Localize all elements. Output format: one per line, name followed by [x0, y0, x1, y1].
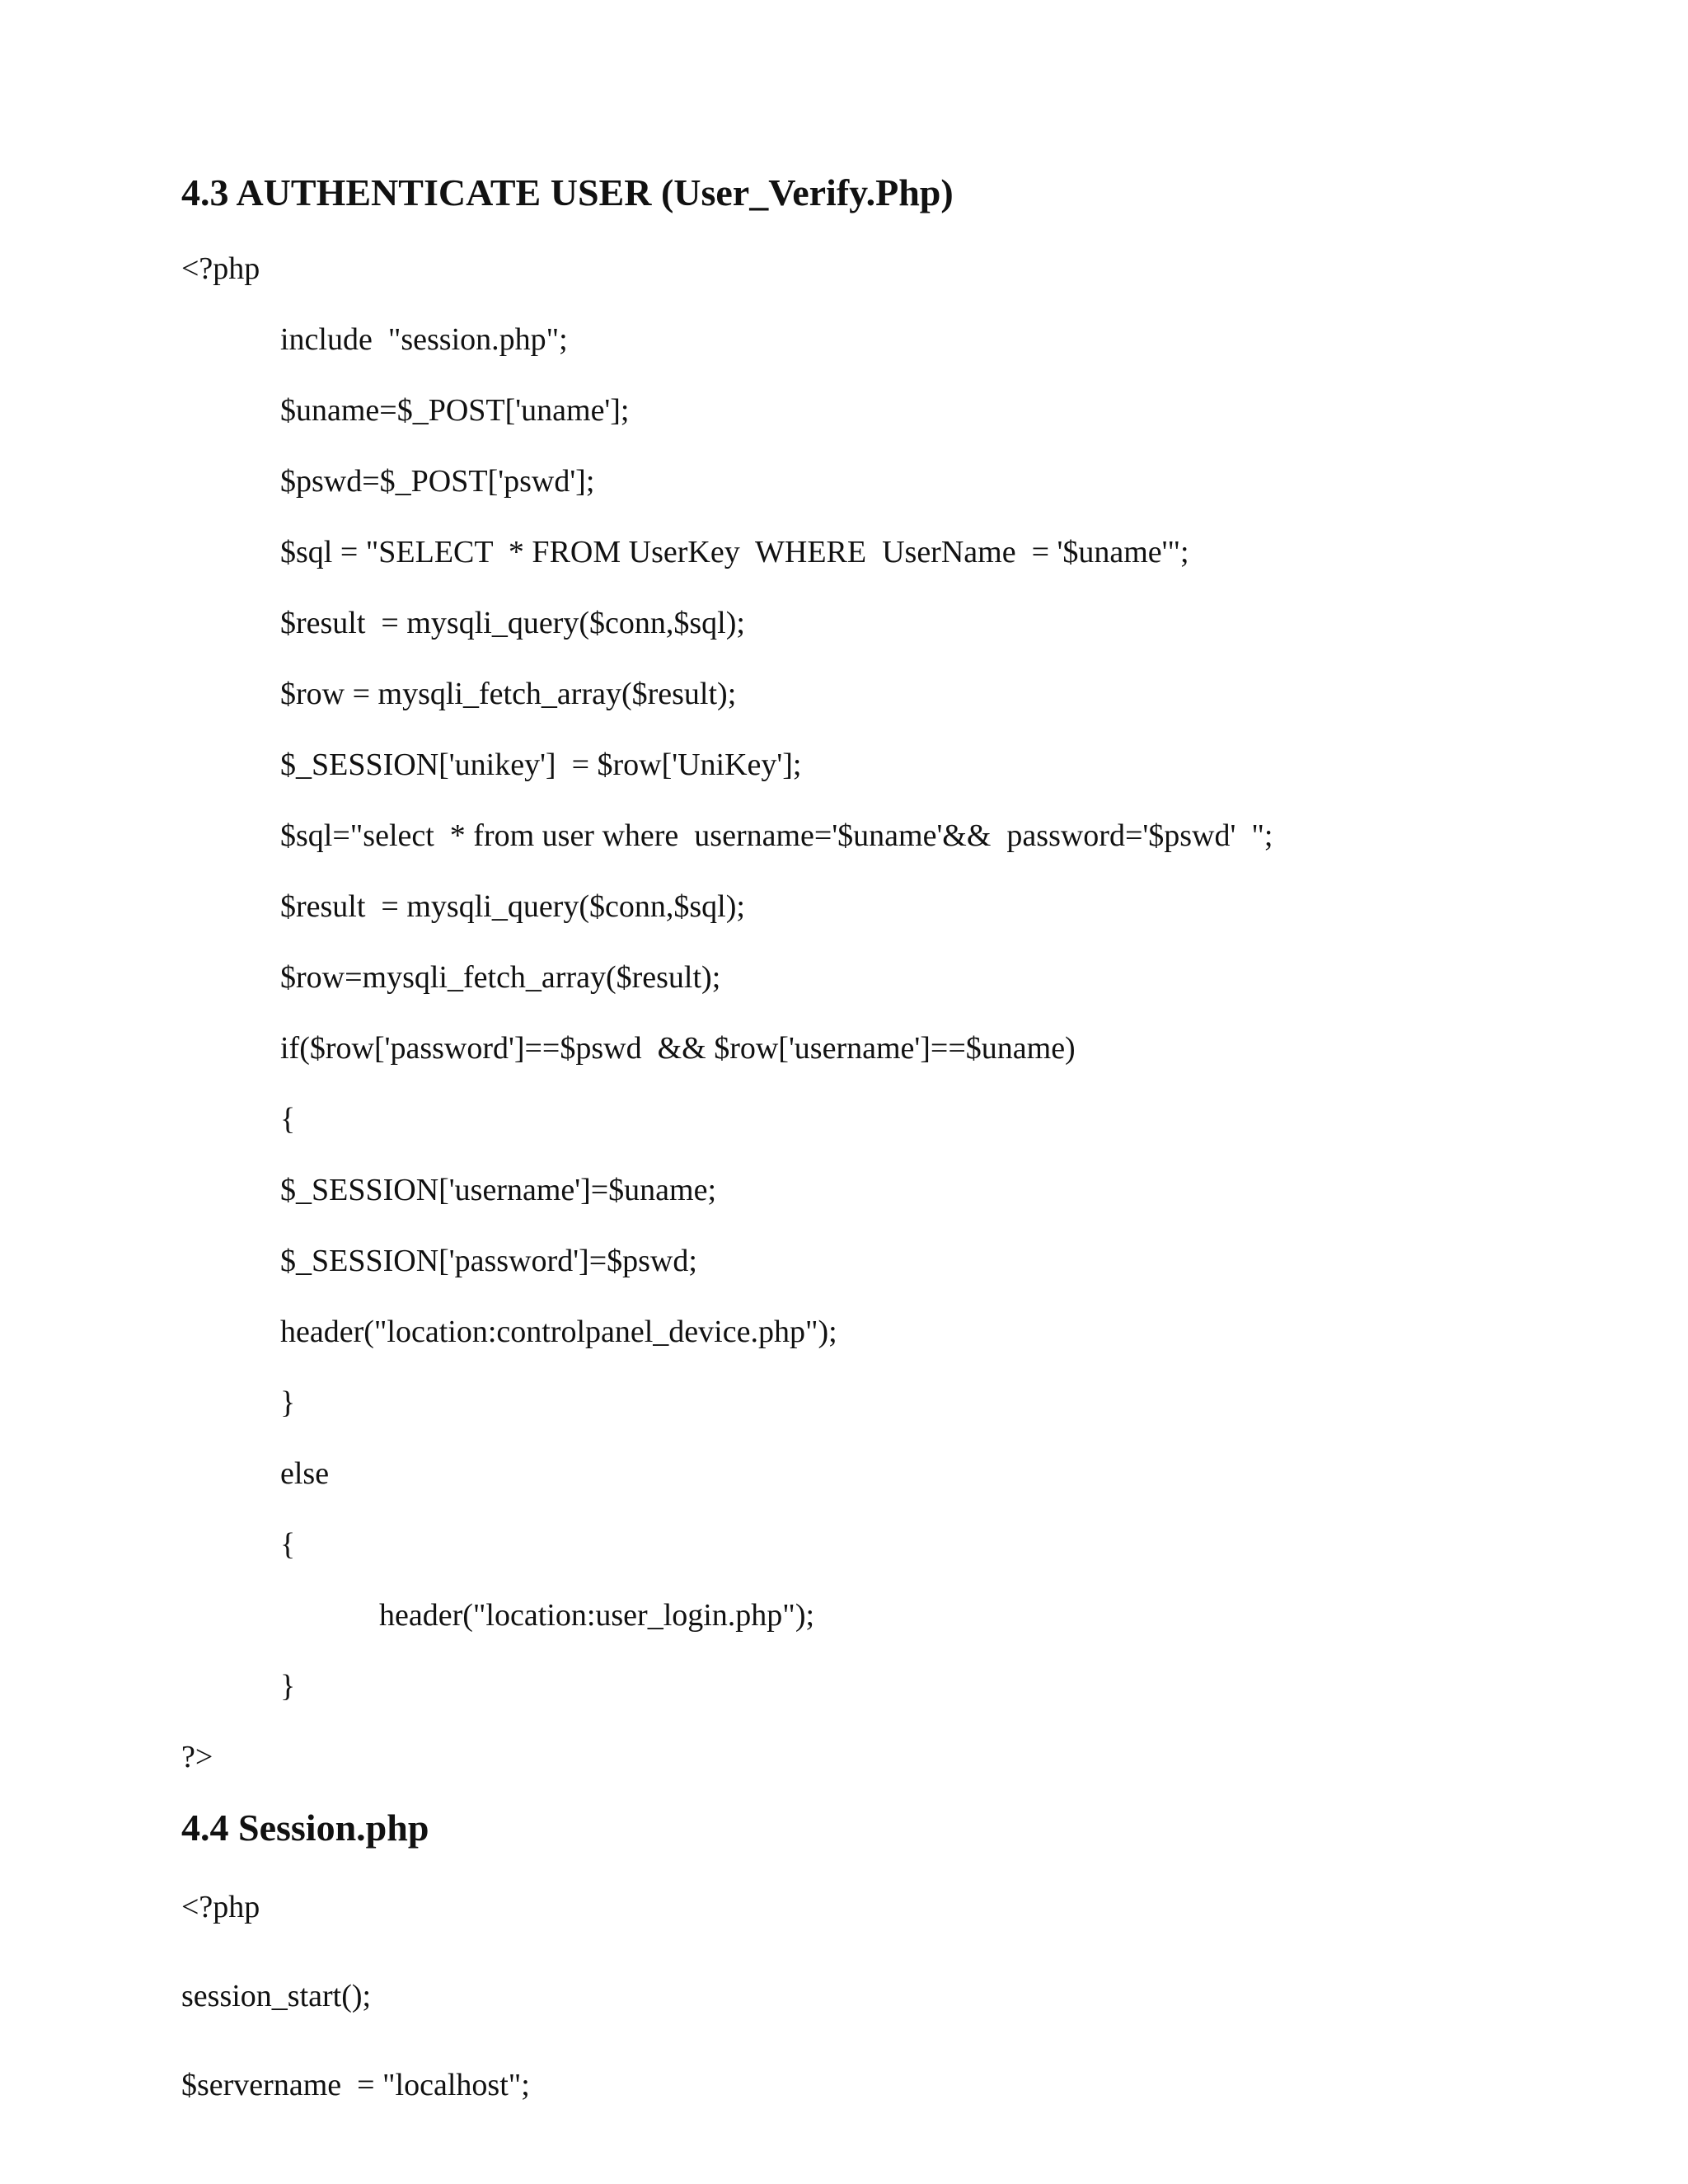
- code-line: $uname=$_POST['uname'];: [280, 393, 630, 428]
- code-line: $row = mysqli_fetch_array($result);: [280, 677, 737, 711]
- code-line: header("location:controlpanel_device.php");: [280, 1315, 837, 1349]
- code-line: else: [280, 1456, 330, 1491]
- code-line: $_SESSION['username']=$uname;: [280, 1173, 717, 1207]
- code-line: {: [280, 1102, 296, 1137]
- code-line: $_SESSION['password']=$pswd;: [280, 1244, 697, 1278]
- code-line: $result = mysqli_query($conn,$sql);: [280, 889, 745, 924]
- code-line: include "session.php";: [280, 322, 568, 357]
- code-line: $servername = "localhost";: [181, 2068, 530, 2102]
- code-line: <?php: [181, 251, 260, 286]
- code-line: {: [280, 1527, 296, 1562]
- code-line: if($row['password']==$pswd && $row['username']==$uname): [280, 1031, 1076, 1066]
- code-line: $_SESSION['unikey'] = $row['UniKey'];: [280, 748, 802, 782]
- code-line: }: [280, 1669, 296, 1704]
- code-line: session_start();: [181, 1979, 372, 2013]
- code-line: }: [280, 1385, 296, 1420]
- section-heading-session-php: 4.4 Session.php: [181, 1807, 429, 1849]
- code-line: $sql = "SELECT * FROM UserKey WHERE UserName = '$uname'";: [280, 535, 1189, 569]
- code-line: $result = mysqli_query($conn,$sql);: [280, 606, 745, 640]
- section-heading-authenticate-user: 4.3 AUTHENTICATE USER (User_Verify.Php): [181, 171, 954, 213]
- code-line: ?>: [181, 1740, 213, 1774]
- code-line: $sql="select * from user where username='$uname'&& password='$pswd' ";: [280, 818, 1273, 853]
- code-line: header("location:user_login.php");: [379, 1598, 815, 1633]
- code-line: <?php: [181, 1890, 260, 1924]
- code-line: $pswd=$_POST['pswd'];: [280, 464, 595, 499]
- code-line: $row=mysqli_fetch_array($result);: [280, 960, 721, 995]
